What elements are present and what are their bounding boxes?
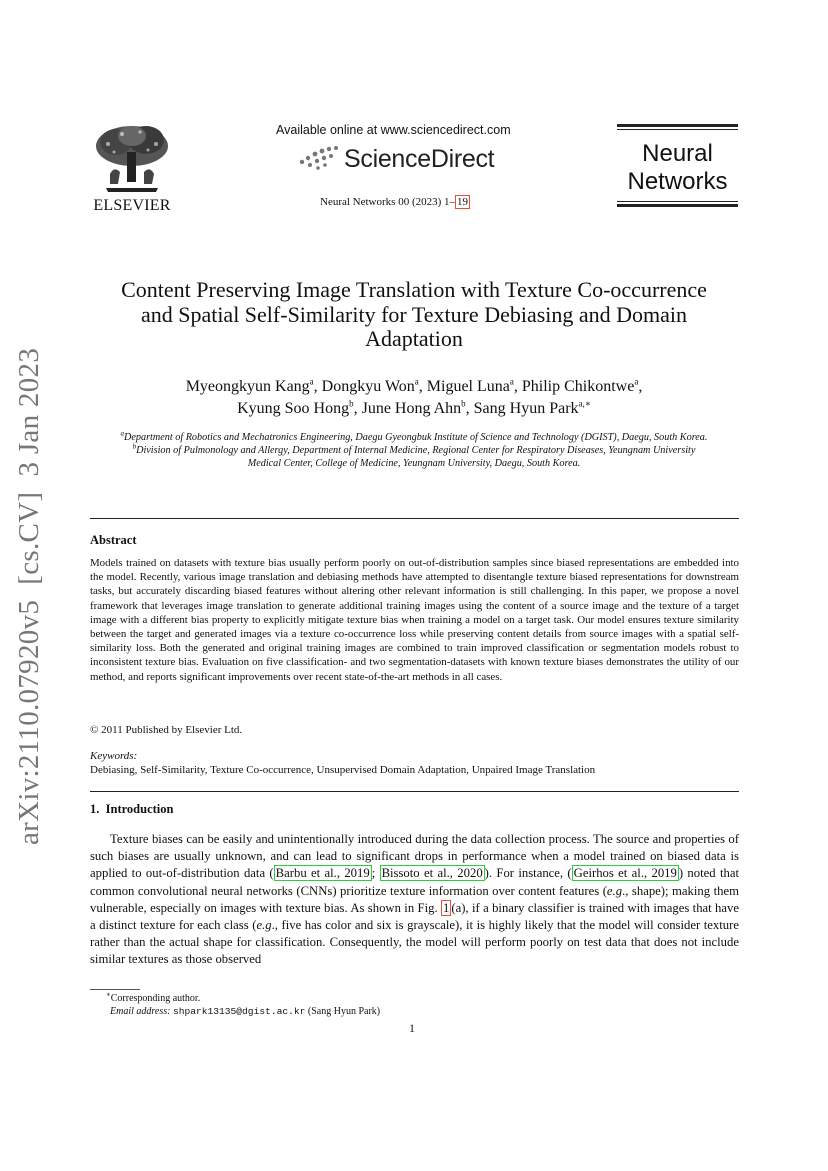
journal-rule-top-thin bbox=[617, 129, 738, 130]
available-online-text[interactable]: Available online at www.sciencedirect.com bbox=[276, 123, 511, 137]
abstract-heading: Abstract bbox=[90, 533, 137, 547]
email-address[interactable]: shpark13135@dgist.ac.kr bbox=[172, 1006, 306, 1017]
figure-ref-link[interactable]: 1 bbox=[443, 900, 450, 915]
journal-citation: Neural Networks 00 (2023) 1– 19 bbox=[320, 196, 469, 208]
affiliations: $^a$Department of Robotics and Mechatronics Engineering, Daegu Gyeongbuk Institute of Science and Technology (DGIST), Daegu, South Korea. $^b$Division of Pulmonology and Allergy, Department of Internal Medicine, Regional Center for Respiratory Diseases, Yeungnam University Medical Center, College of Medicine, Yeungnam University, Daegu, South Korea. bbox=[120, 429, 708, 469]
journal-rule-bottom bbox=[617, 204, 738, 207]
abstract-rule-bottom bbox=[90, 791, 739, 792]
footnote-email: Email address: shpark13135@dgist.ac.kr (Sang Hyun Park) bbox=[110, 1006, 381, 1017]
author-list: Myeongkyun Kang$^a$, Dongkyu Won$^a$, Miguel Luna$^a$, Philip Chikontwe$^a$, Kyung Soo Hong$^b$, June Hong Ahn$^b$, Sang Hyun Park$^{a,∗}$ bbox=[185, 376, 643, 417]
citation-link[interactable]: Geirhos et al., 2019 bbox=[573, 866, 677, 881]
keywords-heading: Keywords: bbox=[90, 750, 138, 762]
copyright-notice: © 2011 Published by Elsevier Ltd. bbox=[90, 724, 243, 736]
footnote-corresponding: ∗Corresponding author. bbox=[106, 990, 201, 1004]
sciencedirect-logo bbox=[296, 140, 516, 180]
section-heading-introduction: 1. Introduction bbox=[90, 802, 174, 816]
citation-link[interactable]: Bissoto et al., 2020 bbox=[381, 866, 483, 881]
citation-link[interactable]: Barbu et al., 2019 bbox=[275, 866, 370, 881]
sciencedirect-wordmark: ScienceDirect bbox=[344, 145, 495, 173]
elsevier-logo bbox=[86, 122, 178, 214]
journal-rule-top bbox=[617, 124, 738, 127]
arxiv-stamp: arXiv:2110.07920v5 [cs.CV] 3 Jan 2023 bbox=[13, 347, 45, 845]
journal-name: Neural Networks bbox=[627, 140, 728, 195]
abstract-text: Models trained on datasets with texture bias usually perform poorly on out-of-distribution samples since biased representations are embedded into the model. Recently, various image translation and debiasing methods have attempted to disentangle texture biased representations for downstream tasks, but accurately discarding biased features without altering other relevant information is still challenging. In this paper, we propose a novel framework that leverages image translation to generate additional training images using the content of a source image and the texture of a target image with a different bias property to explicitly mitigate texture bias when training a model on a target task. Our model ensures texture similarity between the target and generated images via a texture co-occurrence loss while preserving content details from source images with a spatial self-similarity loss. Both the generated and original training images are combined to train improved classification or segmentation models robust to inconsistent texture bias. Evaluation on five classification- and two segmentation-datasets with known texture biases demonstrates the utility of our method, and reports significant improvements over recent state-of-the-art methods in all cases. bbox=[90, 557, 739, 683]
abstract-rule-top bbox=[90, 518, 739, 519]
keywords-list: Debiasing, Self-Similarity, Texture Co-occurrence, Unsupervised Domain Adaptation, Unpaired Image Translation bbox=[90, 764, 596, 776]
elsevier-tree-icon bbox=[86, 122, 178, 194]
sciencedirect-dots-icon bbox=[296, 144, 340, 174]
journal-rule-bottom-thin bbox=[617, 201, 738, 202]
introduction-paragraph: Texture biases can be easily and unintentionally introduced during the data collection process. The source and properties of such biases are usually unknown, and can lead to significant drops in performance when a model trained on biased data is applied to out-of-distribution data ( Barbu et al., 2019 ; Bissoto et al., 2020 ). For instance, ( Geirhos et al., 2019 ) noted that common convolutional neural networks (CNNs) prioritize texture information over content features (e.g., shape); making them vulnerable, especially on images with texture bias. As shown in Fig. 1 (a), if a binary classifier is trained with images that have a distinct texture for each class (e.g., five has color and six is grayscale), it is highly likely that the model will consider texture rather than the actual shape for classification. Consequently, the model will perform poorly on test data that does not include similar textures as those observed bbox=[90, 832, 740, 967]
paper-title: Content Preserving Image Translation with Texture Co-occurrence and Spatial Self-Similarity for Texture Debiasing and Domain Adaptation bbox=[121, 277, 707, 351]
page-number: 1 bbox=[409, 1021, 415, 1035]
footnote-rule bbox=[90, 989, 140, 990]
page-count-link[interactable]: 19 bbox=[457, 196, 469, 208]
elsevier-wordmark: ELSEVIER bbox=[93, 197, 171, 214]
